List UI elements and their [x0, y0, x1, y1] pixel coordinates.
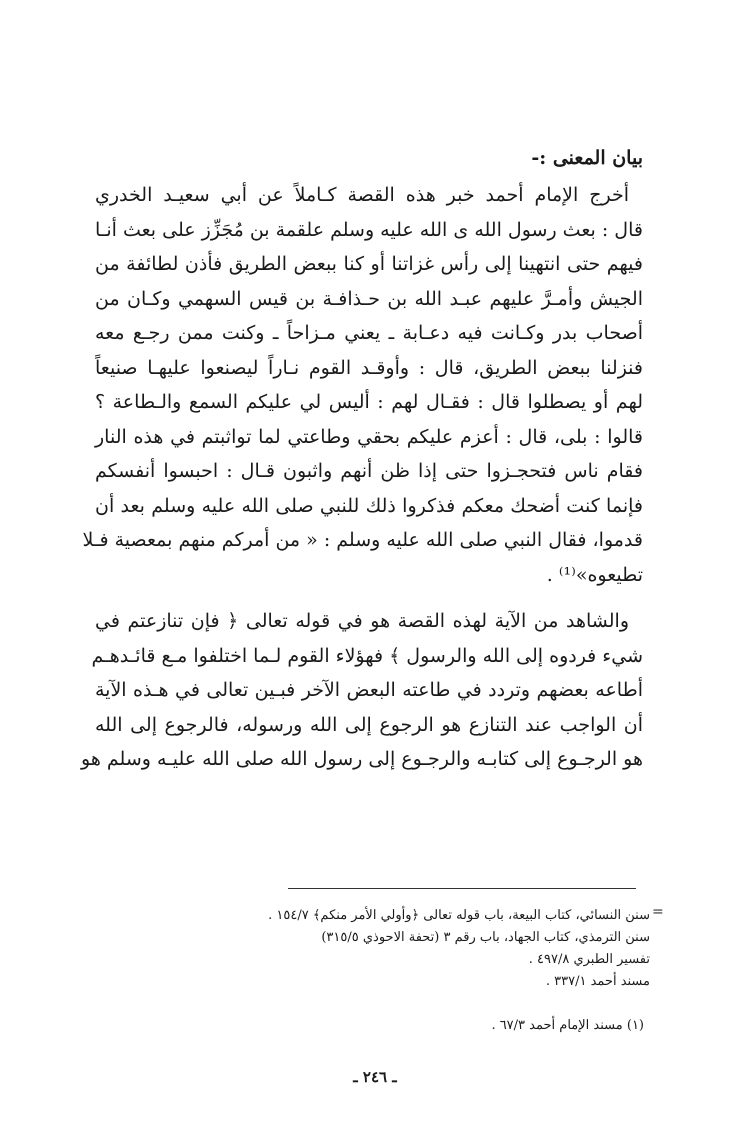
text-line: فقام ناس فتحجـزوا حتى إذا ظن أنهم واثبون قـال : احبسوا أنفسكم [95, 460, 643, 482]
text-line: شيء فردوه إلى الله والرسول ﴾ فهؤلاء القوم لـما اختلفوا مـع قائـدهـم [91, 644, 643, 667]
text-line: لهم أو يصطلوا قال : فقـال لهم : أليس لي عليكم السمع والـطاعة ؟ [95, 391, 643, 413]
text-line: فإنما كنت أضحك معكم فذكروا ذلك للنبي صلى الله عليه وسلم بعد أن [95, 494, 643, 517]
text-line: والشاهد من الآية لهذه القصة هو في قوله تعالى ﴿ فإن تنازعتم في [95, 610, 629, 632]
paragraph-hadith [82, 178, 643, 592]
footnote-1: (١) مسند الإمام أحمد ٦٧/٣ . [491, 1018, 644, 1033]
footnote-divider [288, 888, 636, 889]
text-line: قالوا : بلى، قال : أعزم عليكم بحقي وطاعتي لما تواثبتم في هذه النار [95, 425, 643, 448]
section-heading: بيان المعنى :- [531, 147, 643, 169]
text-line: أن الواجب عند التنازع هو الرجوع إلى الله ورسوله، فالرجوع إلى الله [95, 713, 643, 736]
footnote-line: مسند أحمد ٣٣٧/١ . [545, 974, 650, 989]
page-number: ـ ٢٤٦ ـ [353, 1068, 397, 1086]
text-line: قدموا، فقال النبي صلى الله عليه وسلم : « من أمركم منهم بمعصية فـلا [82, 529, 643, 551]
text-line: فنزلنا ببعض الطريق، قال : وأوقـد القوم نـاراً ليصنعوا عليهـا صنيعاً [95, 356, 643, 379]
text-line: أخرج الإمام أحمد خبر هذه القصة كـاملاً عن أبي سعيـد الخدري [95, 184, 629, 206]
text-line: فيهم حتى انتهينا إلى رأس غزاتنا أو كنا ببعض الطريق فأذن لطائفة من [95, 253, 643, 275]
text-line: تطيعوه»⁽¹⁾ . [546, 563, 643, 586]
text-line: قال : بعث رسول الله ى الله عليه وسلم علقمة بن مُجَزِّز على بعث أنـا [95, 218, 643, 241]
main-text [81, 142, 643, 777]
text-line: أطاعه بعضهم وتردد في طاعته البعض الآخر فبـين تعالى في هـذه الآية [95, 679, 643, 701]
footnote-continued [180, 905, 650, 993]
text-line: الجيش وأمـرَّ عليهم عبـد الله بن حـذافـة بن قيس السهمي وكـان من [95, 287, 643, 310]
footnote-line: سنن الترمذي، كتاب الجهاد، باب رقم ٣ (تحفة الاحوذي ٣١٥/٥) [321, 930, 650, 945]
text-line: أصحاب بدر وكـانت فيه دعـابة ـ يعني مـزاحاً ـ وكنت ممن رجـع معه [95, 322, 643, 344]
text-line: هو الرجـوع إلى كتابـه والرجـوع إلى رسول الله صلى الله عليـه وسلم هو [81, 748, 643, 770]
footnote-continuation-marker: = [652, 904, 664, 920]
footnote-line: تفسير الطبري ٤٩٧/٨ . [528, 952, 650, 967]
paragraph-commentary [81, 604, 643, 777]
footnote-line: سنن النسائي، كتاب البيعة، باب قوله تعالى ﴿وأولي الأمر منكم﴾ ١٥٤/٧ . [268, 908, 650, 923]
